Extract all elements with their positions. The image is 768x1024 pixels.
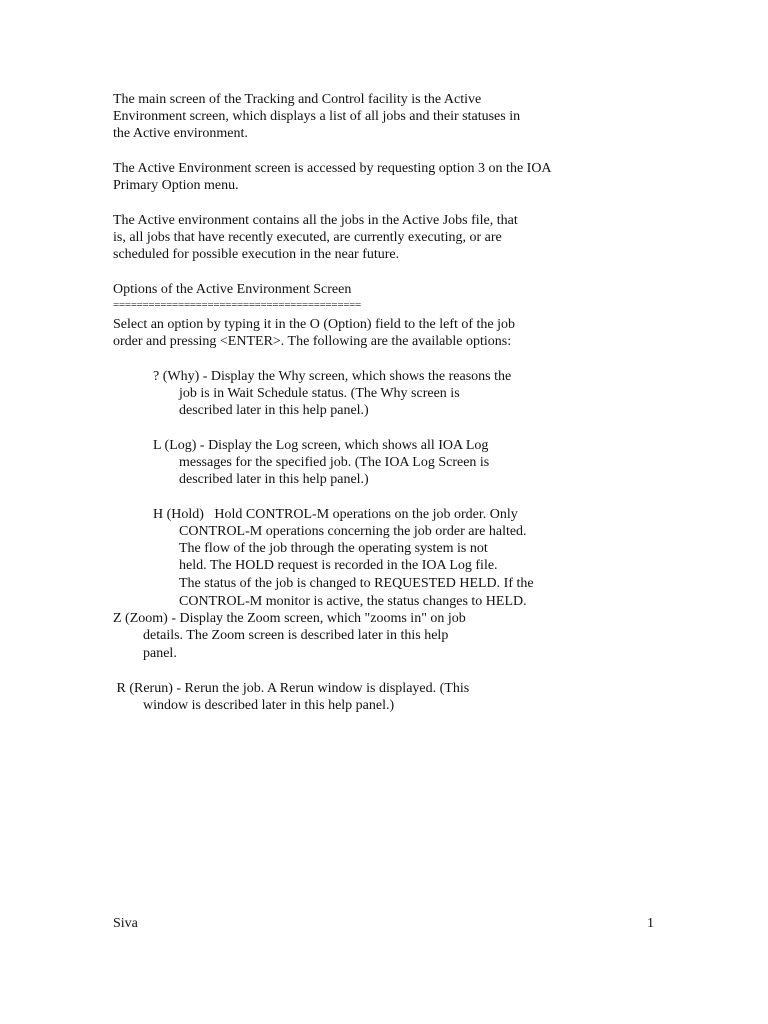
option-line: details. The Zoom screen is described later in this help: [143, 628, 449, 643]
text-line: Select an option by typing it in the O (Option) field to the left of the job: [113, 317, 516, 332]
option-line: CONTROL-M operations concerning the job order are halted.: [179, 524, 527, 539]
option-line: window is described later in this help panel.): [143, 698, 395, 713]
option-line: panel.: [143, 646, 177, 661]
text-line: is, all jobs that have recently executed, are currently executing, or are: [113, 230, 502, 245]
text-line: The Active environment contains all the jobs in the Active Jobs file, that: [113, 213, 518, 228]
text-line: scheduled for possible execution in the near future.: [113, 247, 400, 262]
option-line: ? (Why) - Display the Why screen, which shows the reasons the: [153, 369, 512, 384]
option-line: Z (Zoom) - Display the Zoom screen, which "zooms in" on job: [113, 611, 466, 626]
text-line: Environment screen, which displays a list of all jobs and their statuses in: [113, 109, 521, 124]
section-rule: ==========================================: [113, 299, 361, 311]
option-line: L (Log) - Display the Log screen, which shows all IOA Log: [153, 438, 489, 453]
option-line: R (Rerun) - Rerun the job. A Rerun window is displayed. (This: [113, 681, 470, 696]
section-heading: Options of the Active Environment Screen: [113, 282, 352, 297]
text-line: The Active Environment screen is accessed by requesting option 3 on the IOA: [113, 161, 552, 176]
text-line: the Active environment.: [113, 126, 248, 141]
text-line: The main screen of the Tracking and Control facility is the Active: [113, 92, 482, 107]
page-number: 1: [647, 916, 654, 931]
option-line: held. The HOLD request is recorded in the IOA Log file.: [179, 558, 498, 573]
text-line: Primary Option menu.: [113, 178, 239, 193]
footer-author: Siva: [113, 916, 138, 931]
option-line: job is in Wait Schedule status. (The Why screen is: [179, 386, 460, 401]
option-line: The flow of the job through the operating system is not: [179, 541, 488, 556]
text-line: order and pressing <ENTER>. The following are the available options:: [113, 334, 512, 349]
option-line: messages for the specified job. (The IOA Log Screen is: [179, 455, 490, 470]
option-line: CONTROL-M monitor is active, the status changes to HELD.: [179, 594, 527, 609]
option-line: The status of the job is changed to REQUESTED HELD. If the: [179, 576, 534, 591]
option-line: H (Hold) Hold CONTROL-M operations on the job order. Only: [153, 507, 518, 522]
option-line: described later in this help panel.): [179, 472, 369, 487]
option-line: described later in this help panel.): [179, 403, 369, 418]
